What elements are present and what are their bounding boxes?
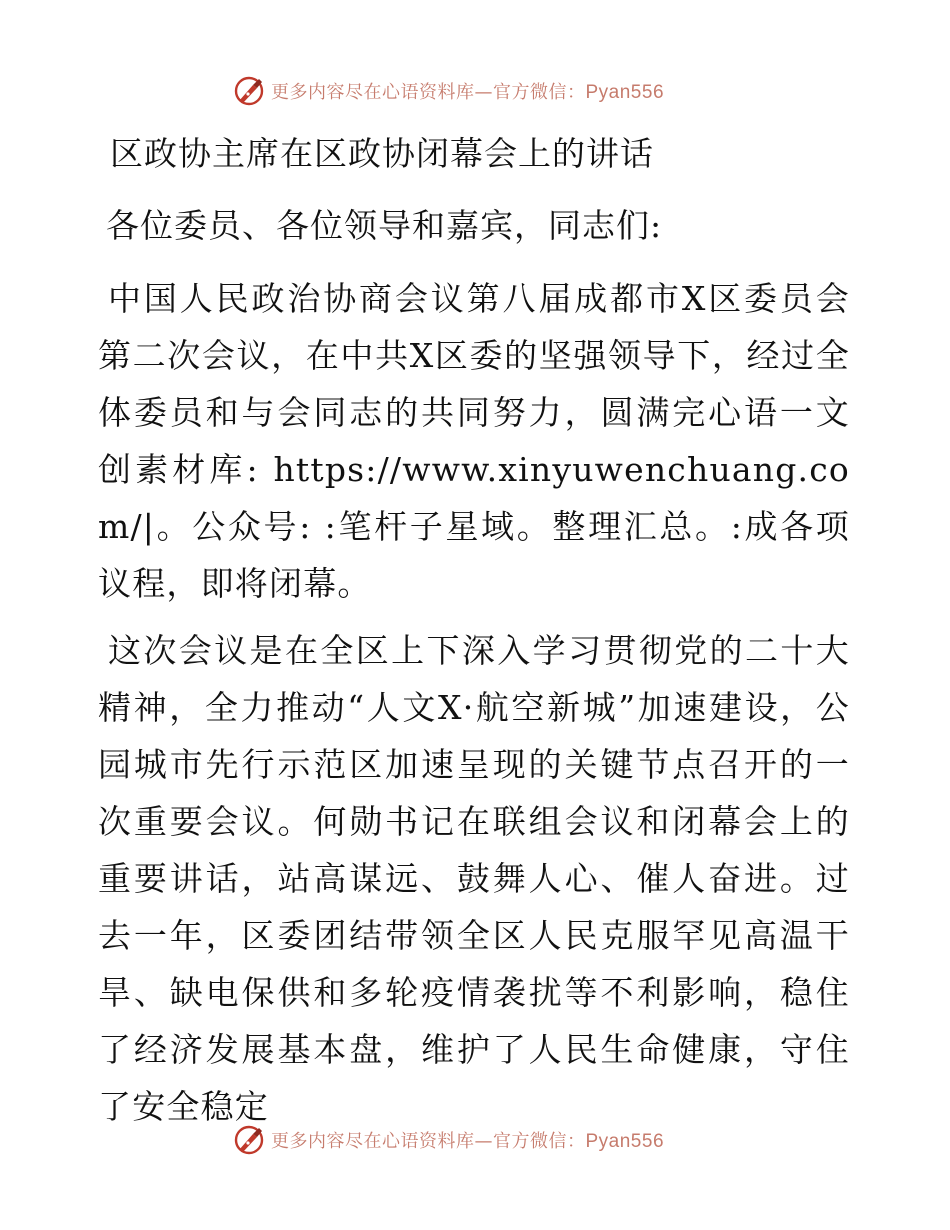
watermark-slogan: 更多内容尽在心语资料库—官方微信： xyxy=(271,82,586,103)
watermark-wechat-handle: Pyan556 xyxy=(585,1131,665,1152)
document-body xyxy=(98,120,850,1135)
watermark-text xyxy=(271,78,664,104)
watermark-slogan: 更多内容尽在心语资料库—官方微信： xyxy=(271,1131,586,1152)
document-title: 区政协主席在区政协闭幕会上的讲话 xyxy=(110,134,654,173)
watermark-wechat-handle: Pyan556 xyxy=(585,82,665,103)
watermark-text xyxy=(271,1127,664,1153)
paragraph-2: 这次会议是在全区上下深入学习贯彻党的二十大精神，全力推动“人文X·航空新城”加速建设，公园城市先行示范区加速呈现的关键节点召开的一次重要会议。何勋书记在联组会议和闭幕会上的重要讲话，站高谋远、鼓舞人心、催人奋进。过去一年，区委团结带领全区人民克服罕见高温干旱、缺电保供和多轮疫情袭扰等不利影响，稳住了经济发展基本盘，维护了人民生命健康，守住了安全稳定 xyxy=(98,631,850,1126)
paragraph-1: 中国人民政治协商会议第八届成都市X区委员会第二次会议，在中共X区委的坚强领导下，经过全体委员和与会同志的共同努力，圆满完心语一文创素材库: https://www.xinyuwenchuang.com/|。公众号: :笔杆子星域。整理汇总。:成各项议程，即将闭幕。 xyxy=(98,279,850,603)
salutation: 各位委员、各位领导和嘉宾，同志们: xyxy=(106,206,663,245)
header-watermark-banner xyxy=(233,72,664,110)
footer-watermark-banner xyxy=(233,1121,664,1159)
pen-nib-logo-icon xyxy=(233,1124,265,1156)
pen-nib-logo-icon xyxy=(233,75,265,107)
